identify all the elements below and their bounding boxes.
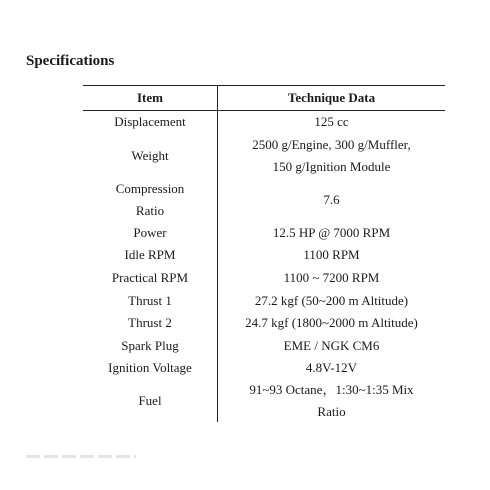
- row-item: [83, 335, 218, 358]
- row-item: [83, 244, 218, 267]
- row-value: [218, 134, 445, 178]
- table-row: [83, 111, 445, 134]
- row-value-text: EME / NGK CM6: [283, 337, 380, 353]
- row-value: [218, 267, 445, 289]
- row-item-text: Idle RPM: [124, 247, 176, 263]
- faded-text-remnant: [26, 455, 136, 458]
- specifications-table: [83, 85, 445, 422]
- row-value-text: 27.2 kgf (50~200 m Altitude): [254, 292, 409, 308]
- table-row: [83, 380, 445, 422]
- row-value-text: 24.7 kgf (1800~2000 m Altitude): [245, 315, 418, 331]
- table-row: [83, 267, 445, 290]
- table-row: [83, 178, 445, 222]
- row-item: [83, 357, 218, 380]
- row-value-text: 91~93 Octane，1:30~1:35 Mix: [249, 381, 414, 397]
- table-row: [83, 222, 445, 245]
- page-heading: Specifications: [26, 53, 115, 69]
- row-item-text: Weight: [131, 147, 169, 163]
- row-value-text: 150 g/Ignition Module: [272, 158, 391, 174]
- row-value: [218, 244, 445, 266]
- row-value-text: 7.6: [323, 191, 340, 207]
- row-item-text: Practical RPM: [111, 270, 189, 286]
- table-row: [83, 357, 445, 380]
- row-item-text: Compression: [115, 180, 185, 196]
- table-header-row: [83, 86, 445, 110]
- row-item: [83, 111, 218, 134]
- row-item-text: Fuel: [138, 392, 162, 408]
- row-value-text: Ratio: [317, 403, 346, 419]
- row-value: [218, 379, 445, 423]
- row-item-text: Spark Plug: [121, 337, 179, 353]
- row-value: [218, 312, 445, 334]
- table-row: [83, 312, 445, 335]
- row-item-text: Thrust 2: [128, 315, 172, 331]
- row-value: [218, 357, 445, 379]
- row-value: [218, 290, 445, 312]
- row-item: [83, 267, 218, 290]
- row-value-text: 2500 g/Engine, 300 g/Muffler,: [252, 136, 411, 152]
- table-row: [83, 134, 445, 178]
- row-value-text: 1100 ~ 7200 RPM: [283, 270, 380, 286]
- table-row: [83, 335, 445, 358]
- row-value-text: 1100 RPM: [303, 247, 360, 263]
- row-value: [218, 222, 445, 244]
- row-value-text: 12.5 HP @ 7000 RPM: [272, 224, 391, 240]
- table-row: [83, 289, 445, 312]
- row-item: [83, 289, 218, 312]
- row-value-text: 4.8V-12V: [305, 360, 358, 376]
- header-technique-data: Technique Data: [287, 90, 376, 105]
- row-value: [218, 189, 445, 211]
- row-value: [218, 335, 445, 357]
- row-item-text: Ignition Voltage: [108, 360, 192, 376]
- row-item-text: Thrust 1: [128, 292, 172, 308]
- row-item: [83, 222, 218, 245]
- row-item-text: Power: [133, 224, 167, 240]
- row-item: [83, 178, 218, 222]
- row-value-text: 125 cc: [314, 114, 349, 130]
- row-item-text: Ratio: [135, 202, 165, 218]
- row-item: [83, 380, 218, 422]
- row-value: [218, 111, 445, 133]
- header-item: Item: [83, 86, 218, 110]
- row-item: [83, 312, 218, 335]
- row-item-text: Displacement: [114, 114, 186, 130]
- row-item: [83, 134, 218, 178]
- table-row: [83, 244, 445, 267]
